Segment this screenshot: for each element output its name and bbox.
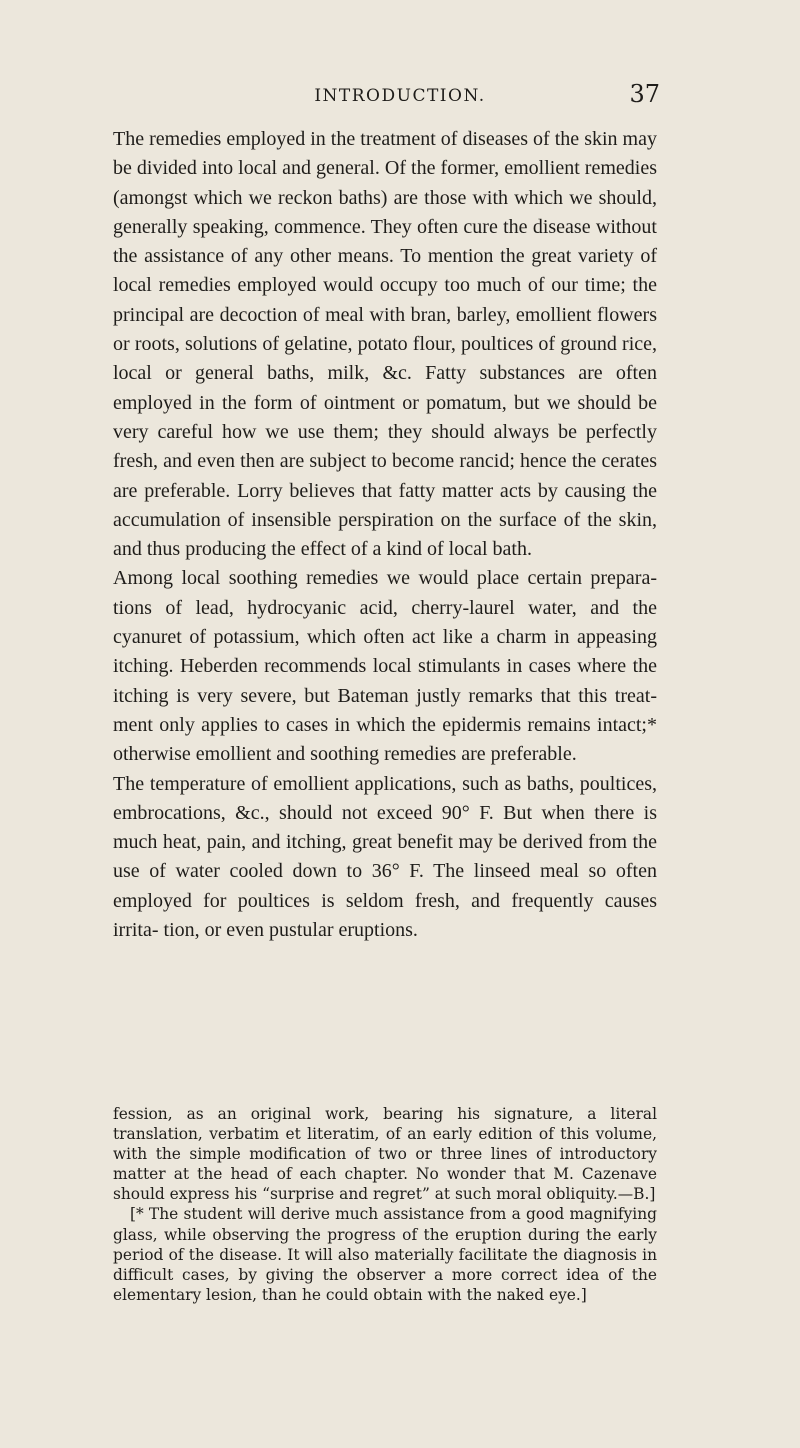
body-text	[113, 125, 657, 945]
paragraph: The remedies employed in the treatment of diseases of the skin may be divided into local and general. Of the former, emollient remedies (amongst which we reckon baths) are those with which we should, generally speaking, commence. They often cure the disease without the assistance of any other means. To mention the great variety of local remedies employed would occupy too much of our time; the principal are decoction of meal with bran, barley, emollient flowers or roots, solutions of gelatine, potato flour, poultices of ground rice, local or general baths, milk, &c. Fatty substances are often employed in the form of ointment or pomatum, but we should be very careful how we use them; they should always be perfectly fresh, and even then are subject to become rancid; hence the cerates are preferable. Lorry believes that fatty matter acts by causing the accumulation of insensible perspiration on the surface of the skin, and thus producing the effect of a kind of local bath.	[113, 128, 657, 561]
running-head: INTRODUCTION.	[314, 86, 486, 106]
paragraph: Among local soothing remedies we would place certain prepara- tions of lead, hydrocyanic acid, cherry-laurel water, and the cyanuret of potassium, which often act like a charm in appeasing itching. Heberden recommends local stimulants in cases where the itching is very severe, but Bateman justly remarks that this treat- ment only applies to cases in which the epidermis remains intact;* otherwise emollient and soothing remedies are preferable.	[113, 567, 657, 766]
page-header	[0, 80, 800, 114]
paragraph: The temperature of emollient applications, such as baths, poultices, embrocations, &c., should not exceed 90° F. But when there is much heat, pain, and itching, great benefit may be derived from the use of water cooled down to 36° F. The linseed meal so often employed for poultices is seldom fresh, and frequently causes irrita- tion, or even pustular eruptions.	[113, 772, 657, 942]
footnotes	[113, 1104, 657, 1305]
footnote-continuation: fession, as an original work, bearing his signature, a literal translation, verbatim et literatim, of an early edition of this volume, with the simple modification of two or three lines of introductory matter at the head of each chapter. No wonder that M. Cazenave should express his “surprise and regret” at such moral obliquity.—B.]	[113, 1105, 657, 1204]
page-number: 37	[629, 80, 660, 108]
footnote: [* The student will derive much assistance from a good magnifying glass, while observing the progress of the eruption during the early period of the disease. It will also materially facilitate the diagnosis in difficult cases, by giving the observer a more correct idea of the elementary lesion, than he could obtain with the naked eye.]	[113, 1205, 657, 1304]
